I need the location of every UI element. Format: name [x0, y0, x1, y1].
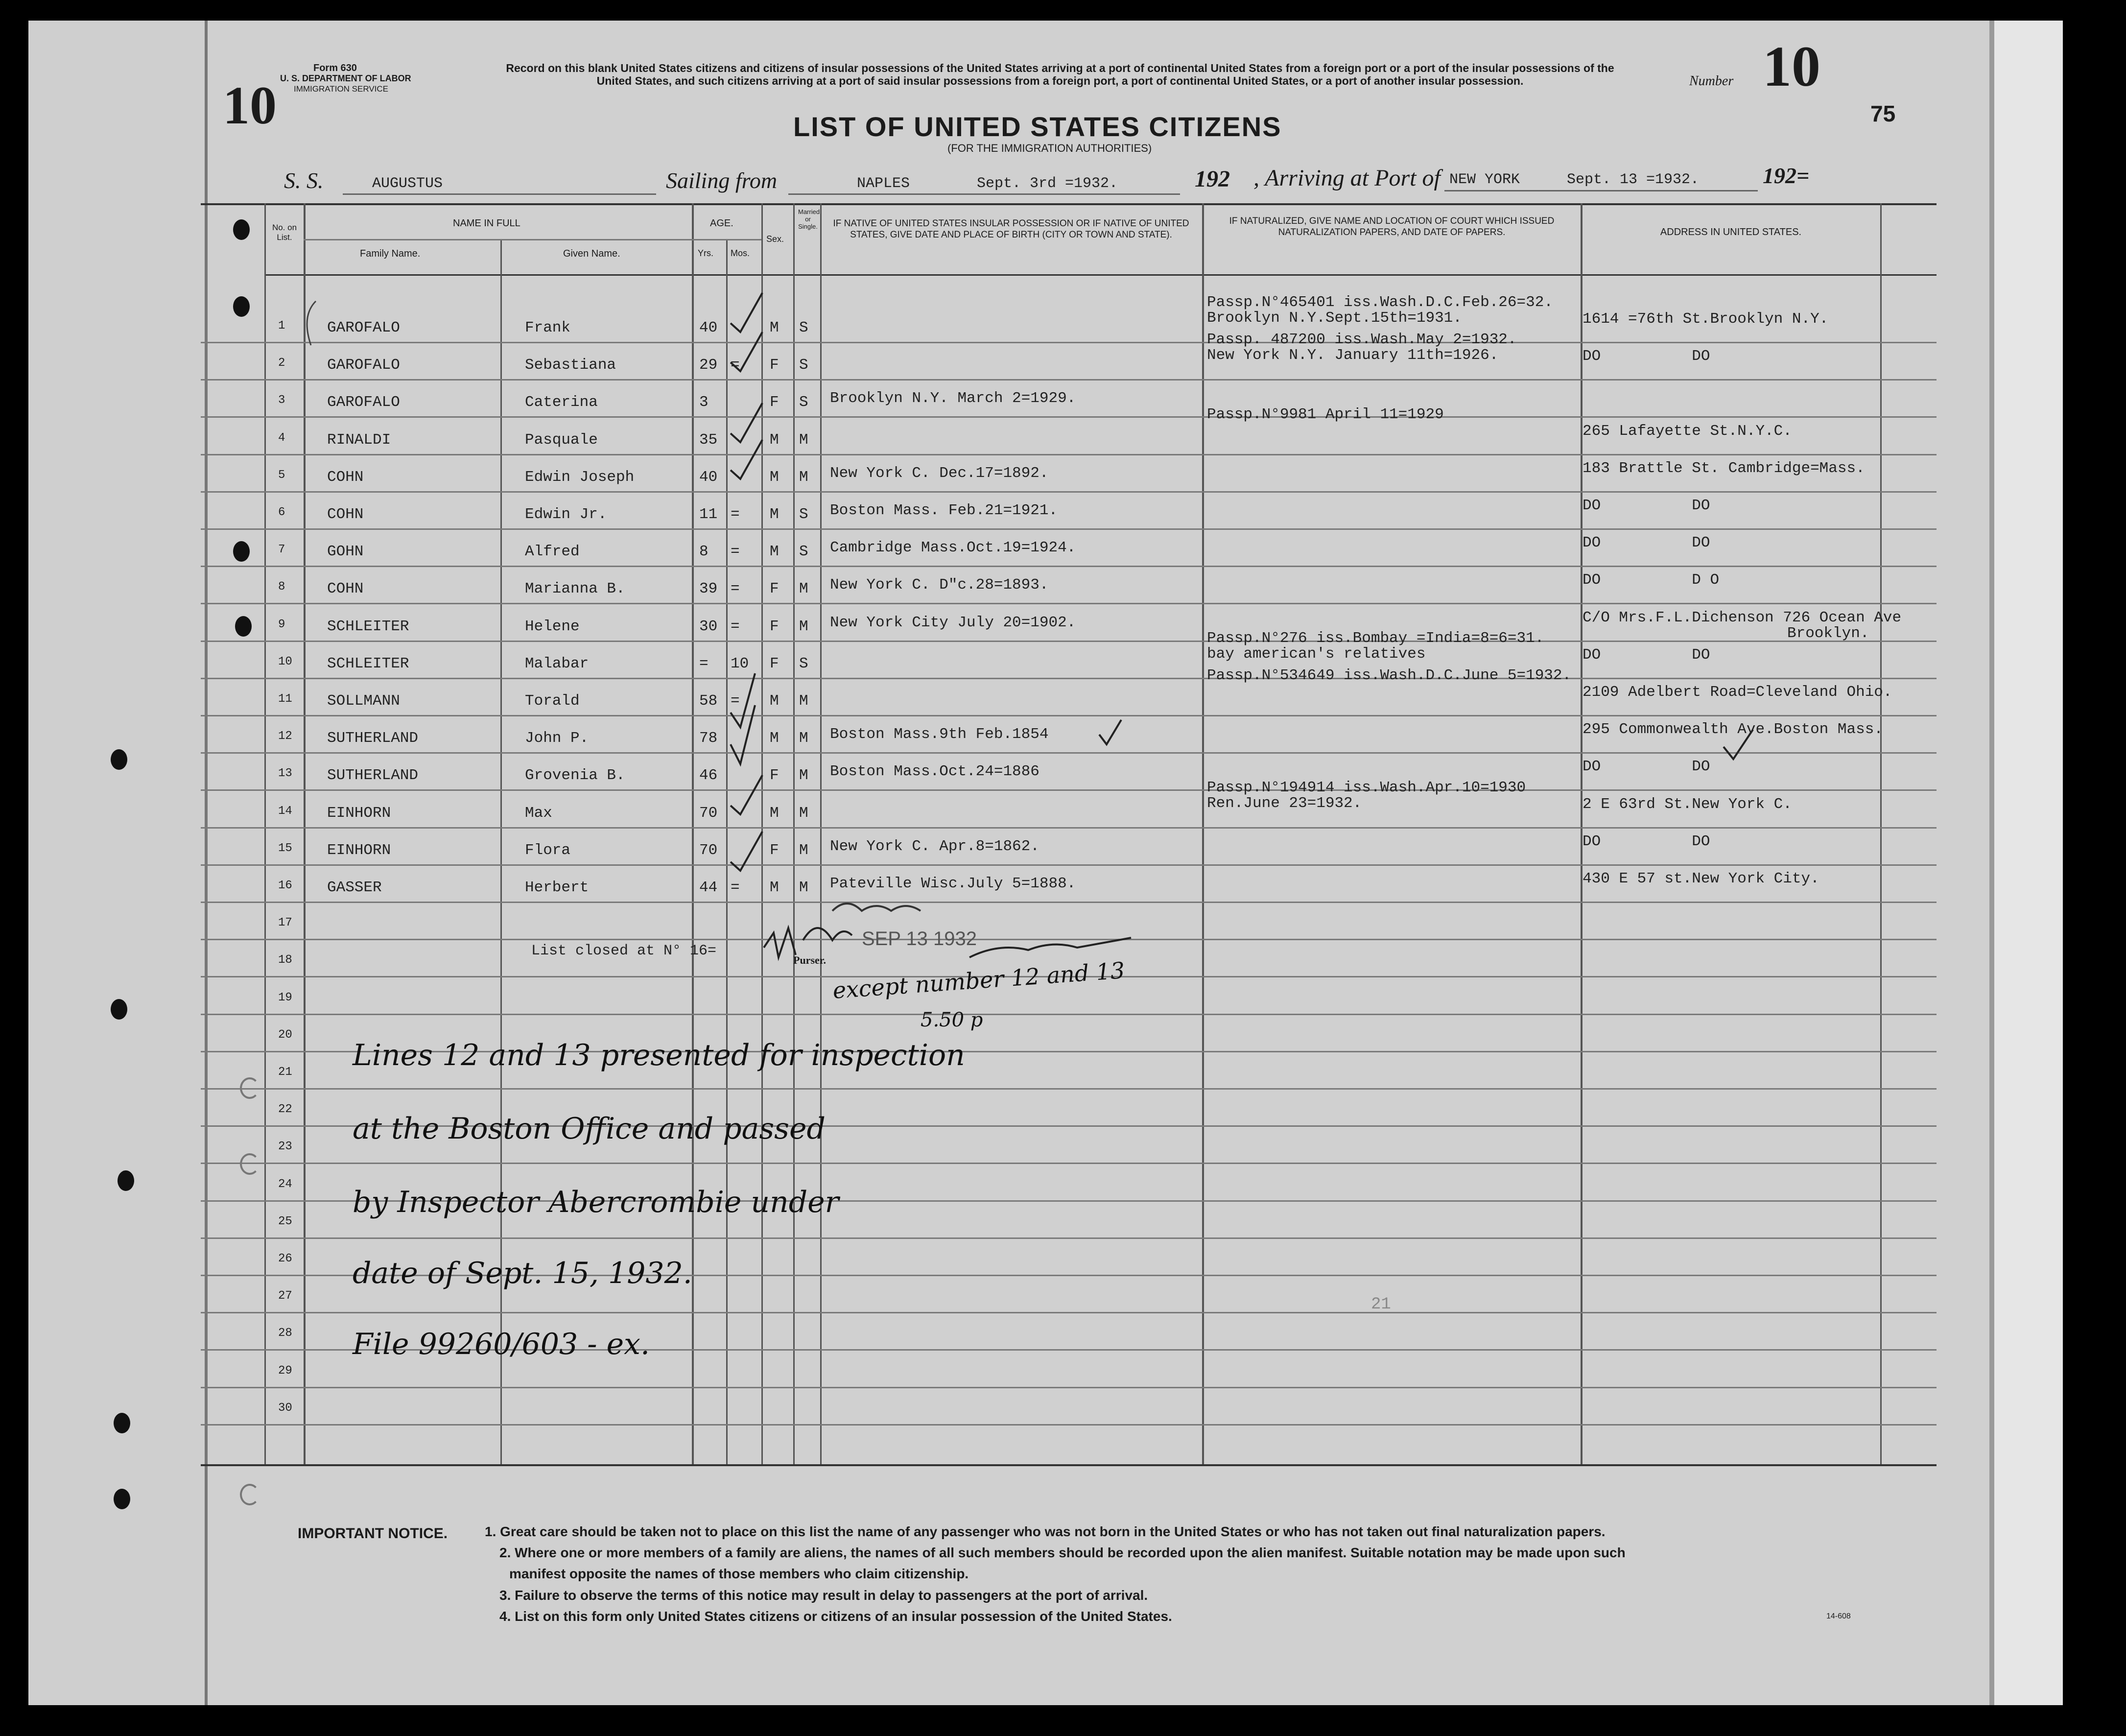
- row-number: 21: [278, 1066, 292, 1079]
- sailing-label: Sailing from: [666, 168, 778, 193]
- naturalization-info: Passp.N°465401 iss.Wash.D.C.Feb.26=32.: [1207, 294, 1553, 311]
- family-name: EINHORN: [327, 804, 391, 822]
- age-years: 40: [699, 468, 718, 486]
- sex: M: [770, 543, 779, 561]
- year-struck: 192: [1195, 166, 1230, 192]
- list-closed: List closed at N° 16=: [531, 943, 717, 959]
- sex: F: [770, 394, 779, 411]
- row-number: 7: [278, 543, 285, 557]
- birth-place-date: New York City July 20=1902.: [830, 614, 1076, 631]
- marital-status: M: [799, 804, 808, 822]
- row-number: 16: [278, 879, 292, 892]
- naturalization-info: Passp.N°9981 April 11=1929: [1207, 405, 1444, 423]
- marital-status: M: [799, 580, 808, 598]
- age-years: 39: [699, 580, 718, 598]
- marital-status: M: [799, 468, 808, 486]
- birth-place-date: Boston Mass. Feb.21=1921.: [830, 502, 1058, 519]
- given-name: Edwin Joseph: [525, 468, 635, 486]
- ship-name: AUGUSTUS: [372, 175, 443, 192]
- naturalization-info-2: Brooklyn N.Y.Sept.15th=1931.: [1207, 309, 1462, 327]
- list-number: 10: [1763, 34, 1820, 98]
- row-number: 9: [278, 618, 285, 631]
- given-name: Max: [525, 804, 552, 822]
- date-stamp: SEP 13 1932: [862, 928, 977, 950]
- address: 2 E 63rd St.New York C.: [1583, 795, 1792, 813]
- naturalization-info-2: New York N.Y. January 11th=1926.: [1207, 347, 1499, 364]
- age-years: 44: [699, 879, 718, 896]
- birth-place-date: Boston Mass.Oct.24=1886: [830, 763, 1039, 781]
- age-months: =: [731, 580, 740, 598]
- given-name: Herbert: [525, 879, 589, 896]
- address: DO DO: [1583, 646, 1710, 664]
- col-sex-header: Sex.: [766, 234, 784, 244]
- birth-place-date: New York C. D"c.28=1893.: [830, 576, 1049, 594]
- age-months: 10: [731, 655, 749, 672]
- col-no-header: No. on List.: [272, 223, 297, 242]
- address: 295 Commonwealth Ave.Boston Mass.: [1583, 721, 1883, 738]
- note-line-4: date of Sept. 15, 1932.: [353, 1256, 692, 1290]
- notice-item-2-cont: manifest opposite the names of those members who claim citizenship.: [509, 1566, 969, 1581]
- row-number: 22: [278, 1103, 292, 1117]
- birth-place-date: Brooklyn N.Y. March 2=1929.: [830, 390, 1076, 407]
- sex: F: [770, 841, 779, 859]
- address: DO DO: [1583, 758, 1710, 776]
- sailing-port: NAPLES: [857, 175, 910, 192]
- given-name: Edwin Jr.: [525, 506, 607, 523]
- given-name: Flora: [525, 841, 571, 859]
- arrival-date: Sept. 13 =1932.: [1567, 171, 1700, 188]
- given-name: Torald: [525, 692, 580, 710]
- family-name: GAROFALO: [327, 357, 400, 374]
- age-months: =: [731, 692, 740, 710]
- naturalization-info: Passp.N°276 iss.Bombay =India=8=6=31.: [1207, 629, 1544, 647]
- family-name: GASSER: [327, 879, 382, 896]
- sex: F: [770, 655, 779, 672]
- sex: M: [770, 506, 779, 523]
- family-name: SUTHERLAND: [327, 730, 419, 747]
- handwritten-fee: 5.50 p: [921, 1009, 983, 1031]
- col-given-header: Given Name.: [563, 248, 620, 259]
- note-line-3: by Inspector Abercrombie under: [353, 1185, 839, 1219]
- row-number: 27: [278, 1289, 292, 1303]
- purser-label: Purser.: [793, 954, 827, 966]
- age-years: 58: [699, 692, 718, 710]
- address: 183 Brattle St. Cambridge=Mass.: [1583, 459, 1865, 477]
- row-number: 14: [278, 804, 292, 818]
- row-number: 19: [278, 991, 292, 1004]
- address: 430 E 57 st.New York City.: [1583, 870, 1819, 887]
- age-years: 29: [699, 357, 718, 374]
- sex: M: [770, 879, 779, 896]
- row-number: 28: [278, 1327, 292, 1340]
- age-years: 40: [699, 319, 718, 336]
- marital-status: S: [799, 655, 808, 672]
- marital-status: S: [799, 506, 808, 523]
- notice-item-1: 1. Great care should be taken not to place on this list the name of any passenger who was not born in the United States or who has not taken out final naturalization papers.: [485, 1524, 1606, 1539]
- age-years: 35: [699, 431, 718, 449]
- age-years: =: [699, 655, 709, 672]
- family-name: EINHORN: [327, 841, 391, 859]
- row-number: 23: [278, 1140, 292, 1154]
- naturalization-info-2: bay american's relatives: [1207, 645, 1426, 663]
- row-number: 13: [278, 767, 292, 781]
- number-label: Number: [1689, 73, 1734, 89]
- service: IMMIGRATION SERVICE: [294, 84, 389, 94]
- address: C/O Mrs.F.L.Dichenson 726 Ocean Ave: [1583, 609, 1902, 626]
- birth-place-date: New York C. Apr.8=1862.: [830, 837, 1039, 855]
- marital-status: M: [799, 730, 808, 747]
- address-2: Brooklyn.: [1787, 624, 1869, 642]
- age-months: =: [731, 618, 740, 635]
- col-birth-header: IF NATIVE OF UNITED STATES INSULAR POSSESSION OR IF NATIVE OF UNITED STATES, GIVE DATE AND PLACE OF BIRTH (CITY OR TOWN AND STATE).: [833, 218, 1189, 240]
- age-months: =: [731, 357, 740, 374]
- given-name: Pasquale: [525, 431, 598, 449]
- row-number: 18: [278, 953, 292, 967]
- sex: F: [770, 357, 779, 374]
- age-months: =: [731, 506, 740, 523]
- given-name: Caterina: [525, 394, 598, 411]
- row-number: 24: [278, 1177, 292, 1191]
- year-struck-2: 192=: [1763, 163, 1810, 188]
- sex: M: [770, 319, 779, 336]
- given-name: Marianna B.: [525, 580, 625, 598]
- age-years: 3: [699, 394, 709, 411]
- row-number: 4: [278, 431, 285, 445]
- family-name: COHN: [327, 580, 364, 598]
- row-number: 10: [278, 655, 292, 668]
- sex: F: [770, 580, 779, 598]
- row-number: 30: [278, 1401, 292, 1415]
- note-line-5: File 99260/603 - ex.: [353, 1327, 650, 1361]
- form-subtitle: (FOR THE IMMIGRATION AUTHORITIES): [947, 142, 1152, 154]
- sailing-date: Sept. 3rd =1932.: [977, 175, 1118, 192]
- family-name: SCHLEITER: [327, 655, 409, 672]
- address: 265 Lafayette St.N.Y.C.: [1583, 422, 1792, 440]
- marital-status: M: [799, 692, 808, 710]
- row-number: 2: [278, 357, 285, 370]
- col-naturalized-header: IF NATURALIZED, GIVE NAME AND LOCATION OF COURT WHICH ISSUED NATURALIZATION PAPERS, AND DATE OF PAPERS.: [1229, 216, 1555, 238]
- family-name: GAROFALO: [327, 394, 400, 411]
- col-mos-header: Mos.: [731, 248, 750, 258]
- row-number: 6: [278, 506, 285, 519]
- family-name: GAROFALO: [327, 319, 400, 336]
- col-name-header: NAME IN FULL: [453, 218, 520, 229]
- row-number: 5: [278, 468, 285, 482]
- row-number: 1: [278, 319, 285, 333]
- sex: M: [770, 730, 779, 747]
- age-years: 70: [699, 804, 718, 822]
- family-name: RINALDI: [327, 431, 391, 449]
- family-name: COHN: [327, 468, 364, 486]
- sex: F: [770, 767, 779, 785]
- ss-label: S. S.: [284, 168, 324, 193]
- arrival-port: NEW YORK: [1449, 171, 1520, 188]
- family-name: GOHN: [327, 543, 364, 561]
- address: DO DO: [1583, 832, 1710, 850]
- family-name: COHN: [327, 506, 364, 523]
- corner-number: 10: [223, 75, 277, 135]
- given-name: Sebastiana: [525, 357, 616, 374]
- address: DO D O: [1583, 571, 1720, 589]
- given-name: Grovenia B.: [525, 767, 625, 785]
- notice-label: IMPORTANT NOTICE.: [298, 1525, 448, 1542]
- handwritten-exception: except number 12 and 13: [831, 957, 1126, 1004]
- family-name: SUTHERLAND: [327, 767, 419, 785]
- family-name: SOLLMANN: [327, 692, 400, 710]
- marital-status: S: [799, 357, 808, 374]
- row-number: 25: [278, 1214, 292, 1228]
- naturalization-info-2: Ren.June 23=1932.: [1207, 794, 1362, 812]
- row-number: 17: [278, 916, 292, 930]
- age-years: 78: [699, 730, 718, 747]
- address: DO DO: [1583, 497, 1710, 514]
- age-months: =: [731, 543, 740, 561]
- sex: F: [770, 618, 779, 635]
- note-line-2: at the Boston Office and passed: [353, 1112, 826, 1146]
- row-number: 20: [278, 1028, 292, 1042]
- row-number: 29: [278, 1364, 292, 1378]
- age-years: 30: [699, 618, 718, 635]
- birth-place-date: Cambridge Mass.Oct.19=1924.: [830, 539, 1076, 557]
- naturalization-info: Passp.N°194914 iss.Wash.Apr.10=1930: [1207, 779, 1526, 796]
- age-years: 70: [699, 841, 718, 859]
- age-years: 8: [699, 543, 709, 561]
- col-yrs-header: Yrs.: [698, 248, 714, 258]
- marital-status: M: [799, 767, 808, 785]
- row-number: 11: [278, 692, 292, 706]
- family-name: SCHLEITER: [327, 618, 409, 635]
- note-line-1: Lines 12 and 13 presented for inspection: [353, 1038, 965, 1072]
- form-number: Form 630: [313, 63, 357, 73]
- sex: M: [770, 804, 779, 822]
- form-title: LIST OF UNITED STATES CITIZENS: [793, 111, 1282, 142]
- given-name: Malabar: [525, 655, 589, 672]
- notice-item-3: 3. Failure to observe the terms of this notice may result in delay to passengers at the port of arrival.: [499, 1588, 1148, 1603]
- naturalization-info: Passp.N°534649 iss.Wash.D.C.June 5=1932.: [1207, 667, 1572, 684]
- naturalization-info: Passp. 487200 iss.Wash.May 2=1932.: [1207, 331, 1517, 349]
- row-number: 12: [278, 730, 292, 743]
- row-number: 26: [278, 1252, 292, 1265]
- address: 1614 =76th St.Brooklyn N.Y.: [1583, 310, 1829, 328]
- address: DO DO: [1583, 348, 1710, 365]
- birth-place-date: New York C. Dec.17=1892.: [830, 464, 1049, 482]
- row-number: 15: [278, 841, 292, 855]
- form-preamble: Record on this blank United States citizens and citizens of insular possessions of the United States arriving at a port of continental United States from a foreign port or a port of the insular possessions of the United States, and such citizens arriving at a port of said insular possessions from a foreign port, a port of continental United States, or a port of another insular possession.: [506, 62, 1614, 87]
- age-years: 46: [699, 767, 718, 785]
- marital-status: M: [799, 879, 808, 896]
- marital-status: S: [799, 543, 808, 561]
- given-name: John P.: [525, 730, 589, 747]
- page-number: 75: [1870, 101, 1896, 126]
- birth-place-date: Boston Mass.9th Feb.1854: [830, 726, 1049, 743]
- marital-status: S: [799, 394, 808, 411]
- sex: M: [770, 468, 779, 486]
- address: DO DO: [1583, 534, 1710, 552]
- notice-item-2: 2. Where one or more members of a family are aliens, the names of all such members should be recorded upon the alien manifest. Suitable notation may be made upon such: [499, 1545, 1626, 1560]
- arriving-label: , Arriving at Port of: [1253, 165, 1441, 191]
- address: 2109 Adelbert Road=Cleveland Ohio.: [1583, 684, 1892, 701]
- given-name: Helene: [525, 618, 580, 635]
- age-months: =: [731, 879, 740, 896]
- marital-status: M: [799, 841, 808, 859]
- notice-form-code: 14-608: [1826, 1612, 1851, 1620]
- given-name: Frank: [525, 319, 571, 336]
- col-address-header: ADDRESS IN UNITED STATES.: [1660, 227, 1802, 238]
- col-family-header: Family Name.: [360, 248, 421, 259]
- col-married-header: Married or Single.: [798, 208, 820, 230]
- row-number: 8: [278, 580, 285, 594]
- birth-place-date: Pateville Wisc.July 5=1888.: [830, 875, 1076, 892]
- department: U. S. DEPARTMENT OF LABOR: [280, 73, 411, 83]
- faint-mark: 21: [1371, 1295, 1391, 1314]
- notice-item-4: 4. List on this form only United States citizens or citizens of an insular possession of the United States.: [499, 1609, 1172, 1624]
- sex: M: [770, 431, 779, 449]
- marital-status: M: [799, 618, 808, 635]
- row-number: 3: [278, 394, 285, 407]
- age-years: 11: [699, 506, 718, 523]
- marital-status: M: [799, 431, 808, 449]
- given-name: Alfred: [525, 543, 580, 561]
- sex: M: [770, 692, 779, 710]
- marital-status: S: [799, 319, 808, 336]
- col-age-header: AGE.: [710, 218, 733, 229]
